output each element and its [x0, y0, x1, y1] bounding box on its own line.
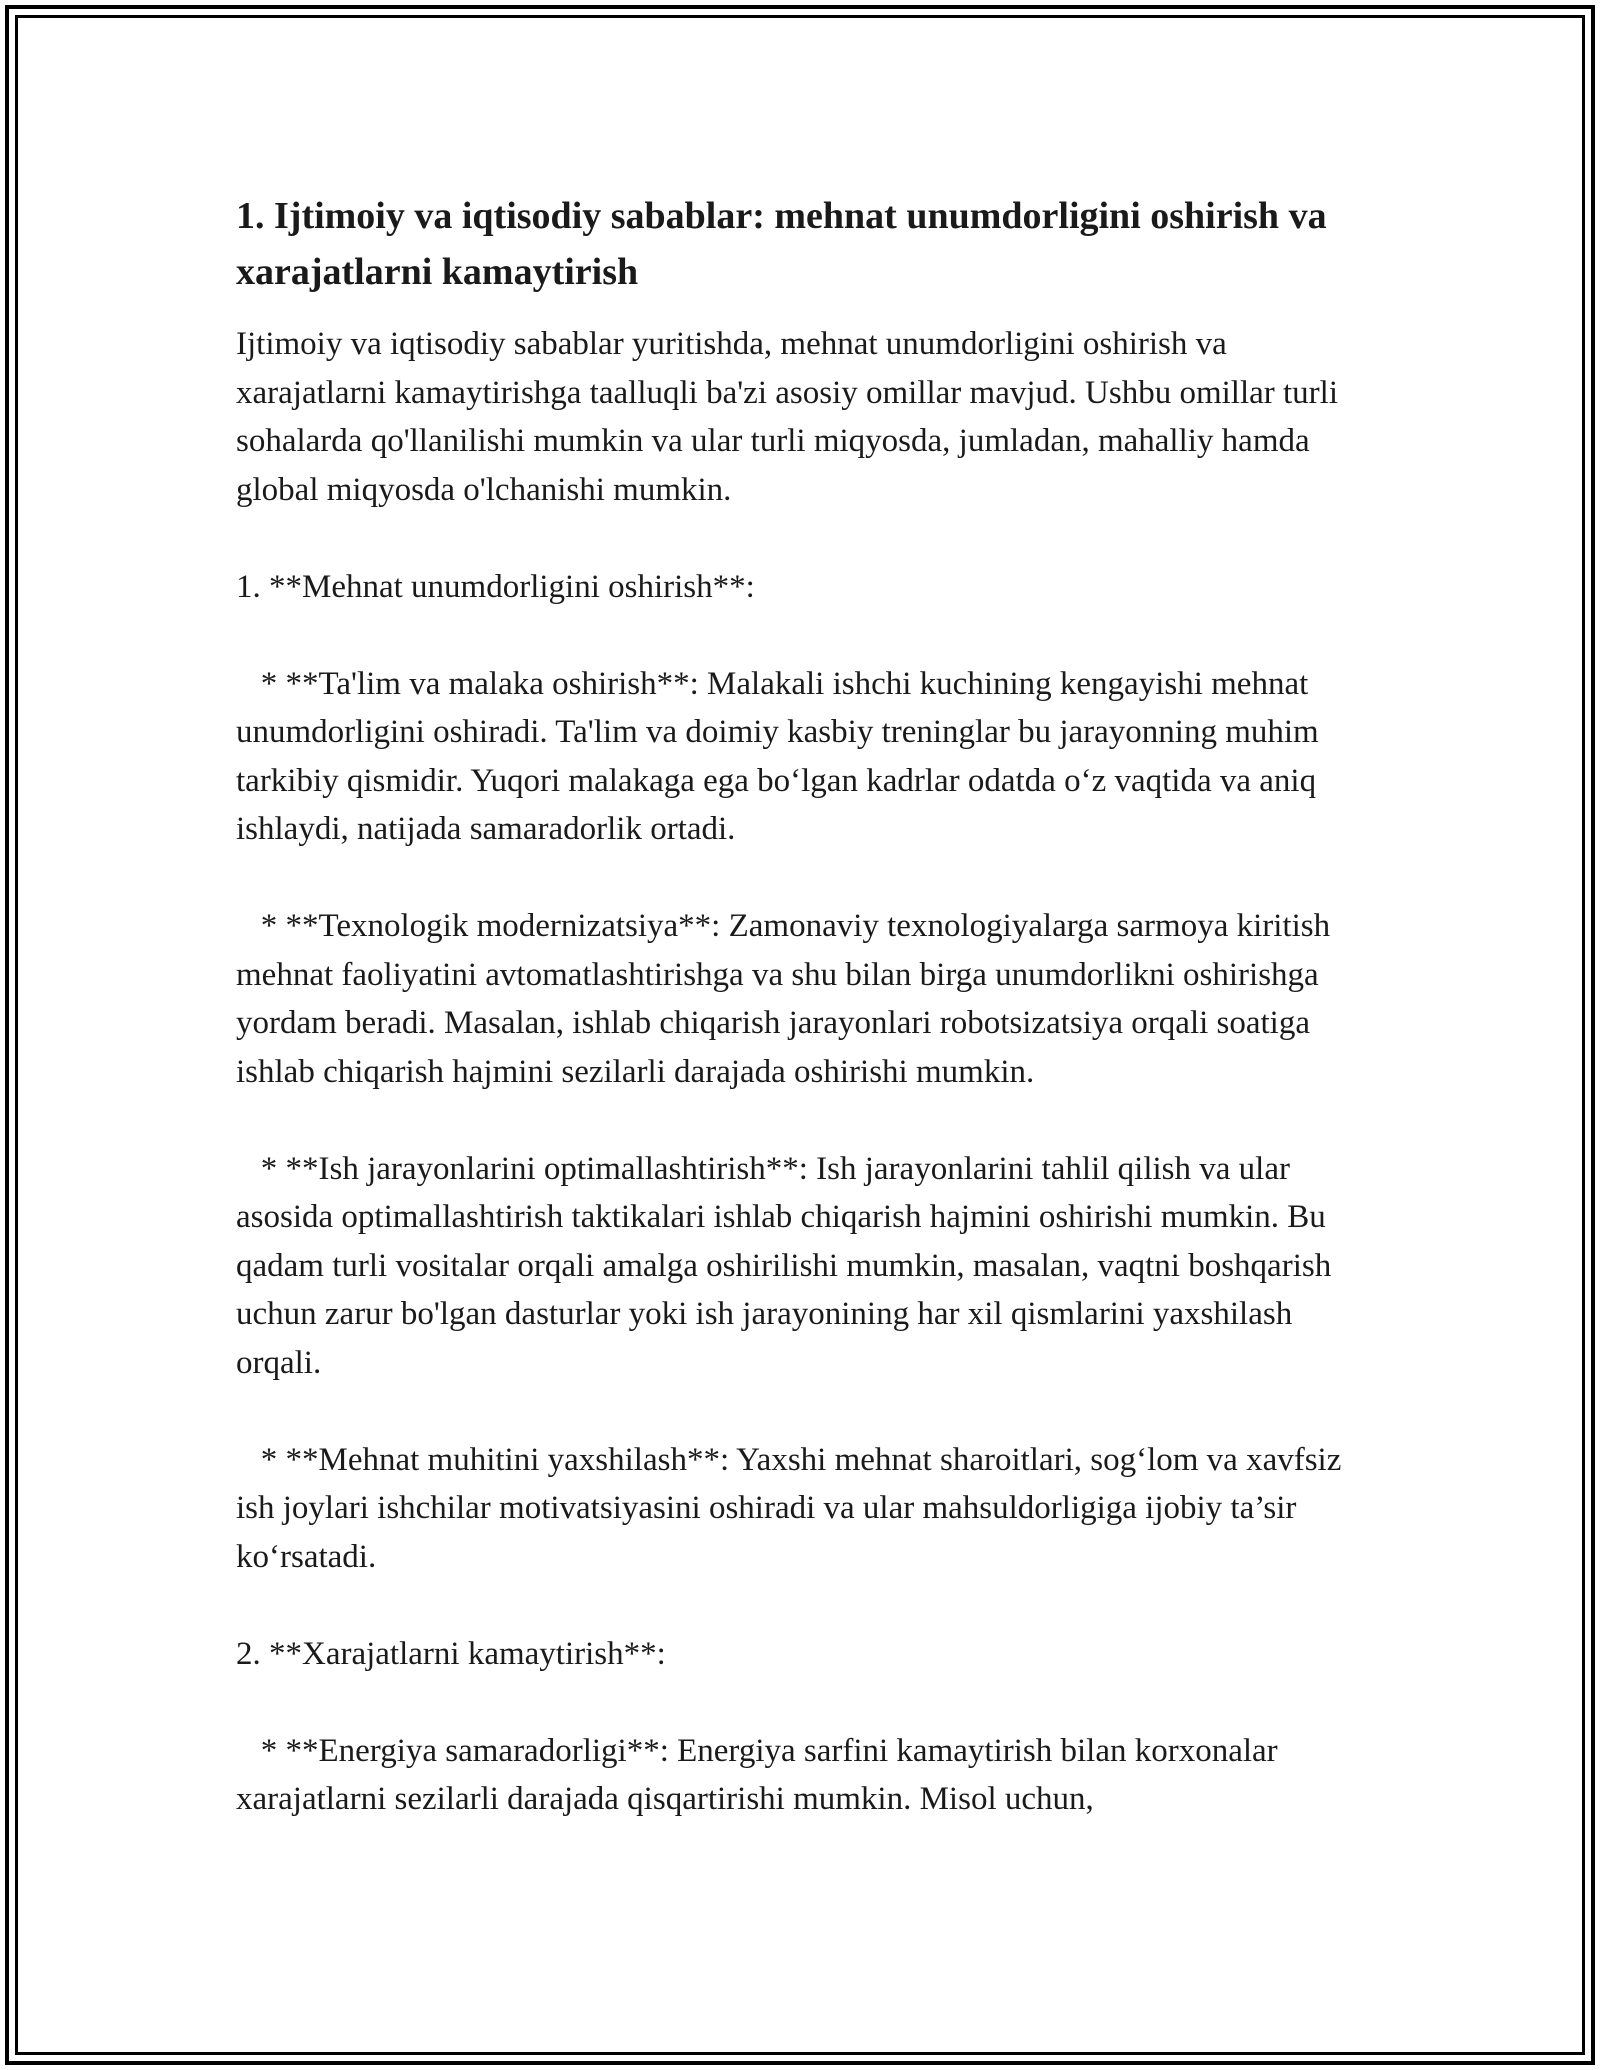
- section-2-heading: 2. **Xarajatlarni kamaytirish**:: [236, 1635, 666, 1672]
- section-1-item-work-environment: * **Mehnat muhitini yaxshilash**: Yaxshi mehnat sharoitlari, sog‘lom va xavfsiz ish joylari ishchilar motivatsiyasini oshiradi va ular mahsuldorligiga ijobiy ta’sir ko‘rsatadi.: [236, 1441, 1350, 1575]
- section-1-item-education: * **Ta'lim va malaka oshirish**: Malakali ishchi kuchining kengayishi mehnat unumdorligini oshiradi. Ta'lim va doimiy kasbiy treninglar bu jarayonning muhim tarkibiy qismidir. Yuqori malakaga ega bo‘lgan kadrlar odatda o‘z vaqtida va aniq ishlaydi, natijada samaradorlik ortadi.: [236, 665, 1327, 847]
- paragraph-gap: [236, 611, 1366, 660]
- paragraph-gap: [236, 1581, 1366, 1630]
- paragraph-gap: [236, 1387, 1366, 1436]
- document-title: 1. Ijtimoiy va iqtisodiy sabablar: mehnat unumdorligini oshirish va xarajatlarni kamaytirish: [236, 195, 1327, 293]
- section-1-item-technology: * **Texnologik modernizatsiya**: Zamonaviy texnologiyalarga sarmoya kiritish mehnat faoliyatini avtomatlashtirishga va shu bilan birga unumdorlikni oshirishga yordam beradi. Masalan, ishlab chiqarish jarayonlari robotsizatsiya orqali soatiga ishlab chiqarish hajmini sezilarli darajada oshirishi mumkin.: [236, 908, 1339, 1090]
- document-body: [236, 188, 1366, 1824]
- section-2-item-energy-efficiency: * **Energiya samaradorligi**: Energiya sarfini kamaytirish bilan korxonalar xarajatlarni sezilarli darajada qisqartirishi mumkin. Misol uchun,: [236, 1732, 1286, 1817]
- paragraph-gap: [236, 1678, 1366, 1727]
- paragraph-gap: [236, 514, 1366, 563]
- section-1-item-process-optimization: * **Ish jarayonlarini optimallashtirish**: Ish jarayonlarini tahlil qilish va ular asosida optimallashtirish taktikalari ishlab chiqarish hajmini oshirishi mumkin. Bu qadam turli vositalar orqali amalga oshirilishi mumkin, masalan, vaqtni boshqarish uchun zarur bo'lgan dasturlar yoki ish jarayonining har xil qismlarini yaxshilash orqali.: [236, 1150, 1340, 1381]
- paragraph-gap: [236, 1096, 1366, 1145]
- intro-paragraph: Ijtimoiy va iqtisodiy sabablar yuritishda, mehnat unumdorligini oshirish va xarajatlarni kamaytirishga taalluqli ba'zi asosiy omillar mavjud. Ushbu omillar turli sohalarda qo'llanilishi mumkin va ular turli miqyosda, jumladan, mahalliy hamda global miqyosda o'lchanishi mumkin.: [236, 326, 1347, 508]
- section-1-heading: 1. **Mehnat unumdorligini oshirish**:: [236, 568, 755, 605]
- paragraph-gap: [236, 854, 1366, 903]
